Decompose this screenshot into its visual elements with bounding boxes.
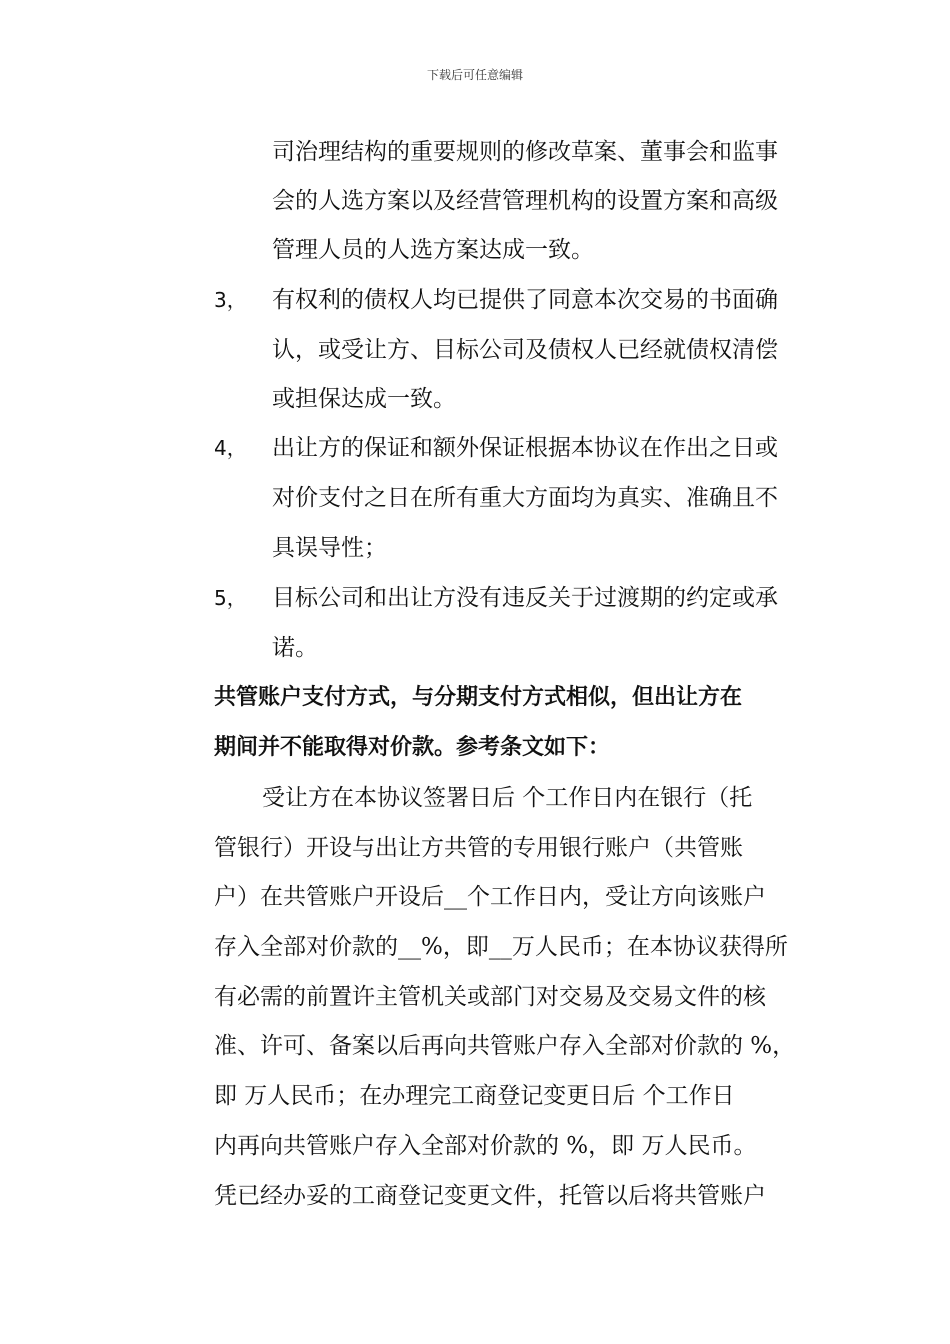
list-number: 5，	[214, 586, 247, 610]
list-item-text: 有权利的债权人均已提供了同意本次交易的书面确	[272, 287, 778, 313]
page-header: 下载后可任意编辑	[426, 68, 523, 82]
list-item-text: 目标公司和出让方没有违反关于过渡期的约定或承	[272, 585, 778, 611]
list-item-text: 出让方的保证和额外保证根据本协议在作出之日或	[272, 435, 778, 461]
list-number: 4，	[214, 436, 247, 460]
list-number: 3，	[214, 288, 247, 312]
